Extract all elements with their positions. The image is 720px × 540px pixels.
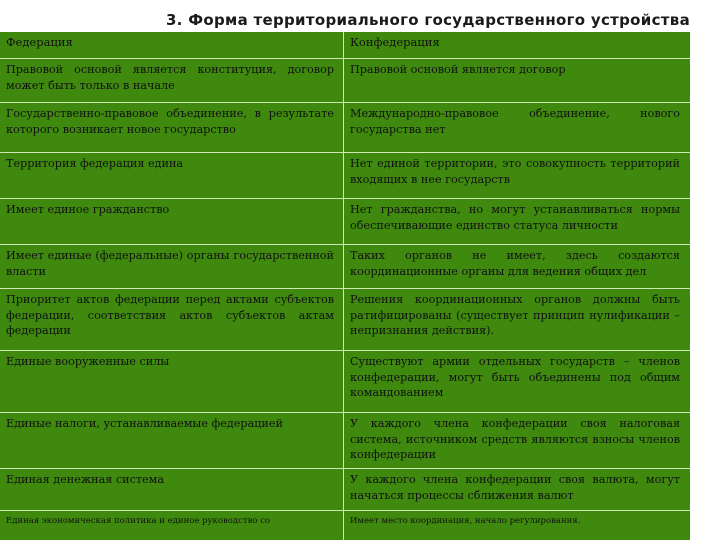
table-row: [0, 102, 690, 152]
federation-cell: Единые вооруженные силы: [6, 355, 170, 368]
confederation-cell: Существуют армии отдельных государств – членов конфедерации, могут быть объединены под общим командованием: [350, 355, 680, 399]
federation-cell: Приоритет актов федерации перед актами субъектов федерации, соответствия актов субъектов актам федерации: [6, 293, 334, 337]
header-federation: Федерация: [6, 35, 73, 49]
confederation-cell: У каждого члена конфедерации своя налоговая система, источником средств являются взносы членов конфедерации: [350, 417, 680, 461]
confederation-cell: Нет гражданства, но могут устанавливаться нормы обеспечивающие единство статуса личности: [350, 203, 680, 232]
table-row: [0, 152, 690, 198]
table-row: [0, 58, 690, 102]
table-row: [0, 350, 690, 412]
header-confederation: Конфедерация: [350, 35, 440, 49]
table-row: [0, 244, 690, 288]
table-row: [0, 468, 690, 510]
federation-cell: Единая экономическая политика и единое руководство со: [6, 516, 271, 526]
confederation-cell: У каждого члена конфедерации своя валюта, могут начаться процессы сближения валют: [350, 473, 680, 502]
confederation-cell: Международно-правовое объединение, нового государства нет: [350, 107, 680, 136]
federation-cell: Правовой основой является конституция, договор может быть только в начале: [6, 63, 334, 92]
table-row: [0, 198, 690, 244]
confederation-cell: Решения координационных органов должны быть ратифицированы (существует принцип нулификации – непризнания действия).: [350, 293, 680, 337]
federation-cell: Имеет единое гражданство: [6, 203, 170, 216]
federation-cell: Государственно-правовое объединение, в результате которого возникает новое государство: [6, 107, 334, 136]
table-header-row: [0, 32, 690, 58]
federation-cell: Имеет единые (федеральные) органы государственной власти: [6, 249, 334, 278]
federation-cell: Территория федерация едина: [6, 157, 184, 170]
federation-cell: Единая денежная система: [6, 473, 165, 486]
comparison-table: [0, 32, 690, 540]
confederation-cell: Таких органов не имеет, здесь создаются координационные органы для ведения общих дел: [350, 249, 680, 278]
table-row: [0, 412, 690, 468]
table-row: [0, 288, 690, 350]
confederation-cell: Имеет место координация, начало регулирования.: [350, 516, 581, 526]
slide-title: 3. Форма территориального государственного устройства: [165, 11, 690, 29]
confederation-cell: Правовой основой является договор: [350, 63, 566, 76]
table-row: [0, 510, 690, 540]
confederation-cell: Нет единой территории, это совокупность территорий входящих в нее государств: [350, 157, 680, 186]
federation-cell: Единые налоги, устанавливаемые федерацией: [6, 417, 283, 430]
